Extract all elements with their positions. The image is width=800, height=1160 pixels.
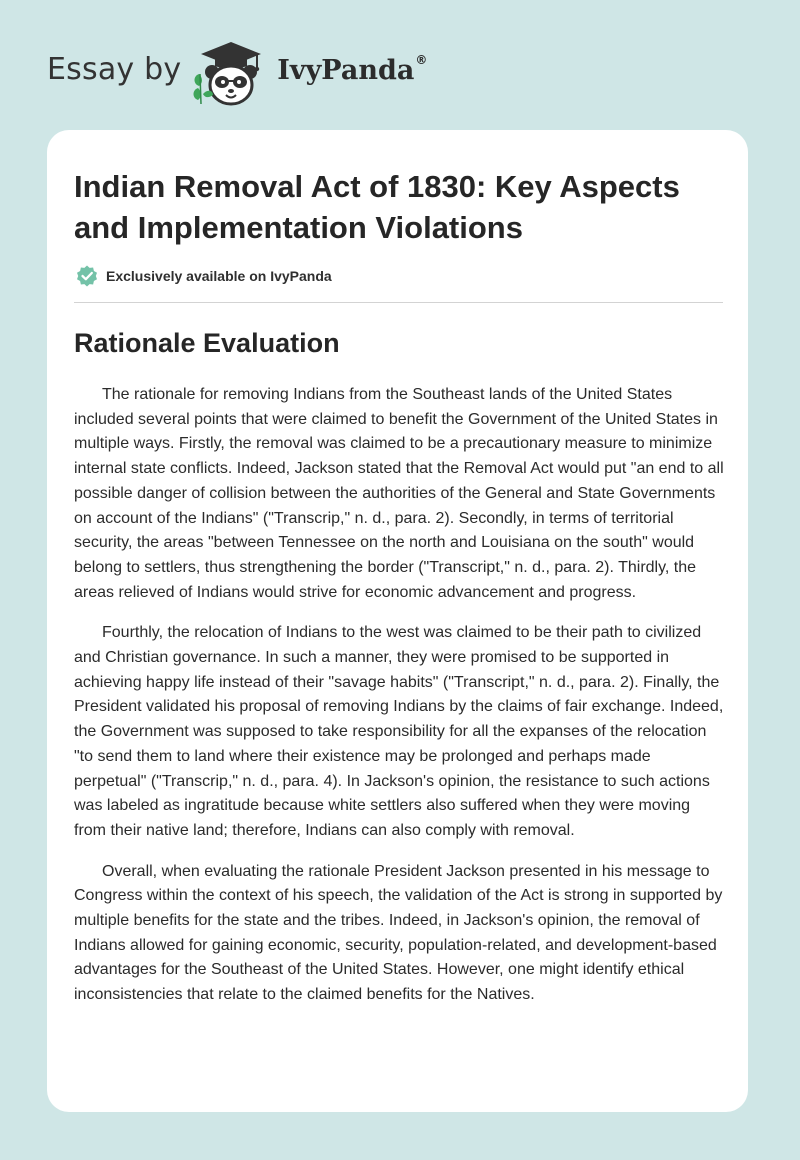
paragraph: The rationale for removing Indians from the Southeast lands of the United States included several points that were claimed to benefit the Government of the United States in multiple ways. Firstly, the removal was claimed to be a precautionary measure to minimize internal state conflicts. Indeed, Jackson stated that the Removal Act would put "an end to all possible danger of collision between the authorities of the General and State Governments on account of the Indians" ("Transcrip," n. d., para. 2). Secondly, in terms of territorial security, the areas "between Tennessee on the north and Louisiana on the south" would belong to settlers, thus strengthening the border ("Transcript," n. d., para. 2). Thirdly, the areas relieved of Indians would strive for economic advancement and progress. [74,386,724,601]
exclusive-label: Exclusively available on IvyPanda [106,268,332,284]
exclusive-badge [74,263,332,289]
brand-name[interactable] [277,52,428,86]
checkmark-badge-icon [74,263,100,289]
site-header [47,38,427,108]
section-heading: Rationale Evaluation [74,328,340,358]
paragraph: Overall, when evaluating the rationale President Jackson presented in his message to Congress within the context of his speech, the validation of the Act is strong in supported by multiple benefits for the state and the tribes. Indeed, in Jackson's opinion, the removal of Indians allowed for gaining economic, security, population-related, and development-based advantages for the Southeast of the United States. However, one might identify ethical inconsistencies that relate to the claimed benefits for the Natives. [74,862,723,1004]
article-card [47,130,748,1112]
article-body [74,383,724,1024]
article-title: Indian Removal Act of 1830: Key Aspects and Implementation Violations [74,169,680,245]
title-divider [74,302,723,303]
registered-mark: ® [415,52,428,67]
panda-graduate-logo-icon[interactable] [191,38,271,108]
brand-prefix: Essay by [47,51,182,87]
paragraph: Fourthly, the relocation of Indians to the west was claimed to be their path to civilized and Christian governance. In such a manner, they were promised to be supported in achieving happy life instead of their "savage habits" ("Transcript," n. d., para. 2). Finally, the President validated his proposal of removing Indians by the claims of fair exchange. Indeed, the Government was supposed to take responsibility for all the expanses of the relocation "to send them to land where their existence may be prolonged and perhaps made perpetual" ("Transcrip," n. d., para. 4). In Jackson's opinion, the resistance to such actions was labeled as ingratitude because white settlers also suffered when they were moving from their native land; therefore, Indians can also comply with removal. [74,624,724,839]
brand-name-text: IvyPanda [277,54,415,86]
